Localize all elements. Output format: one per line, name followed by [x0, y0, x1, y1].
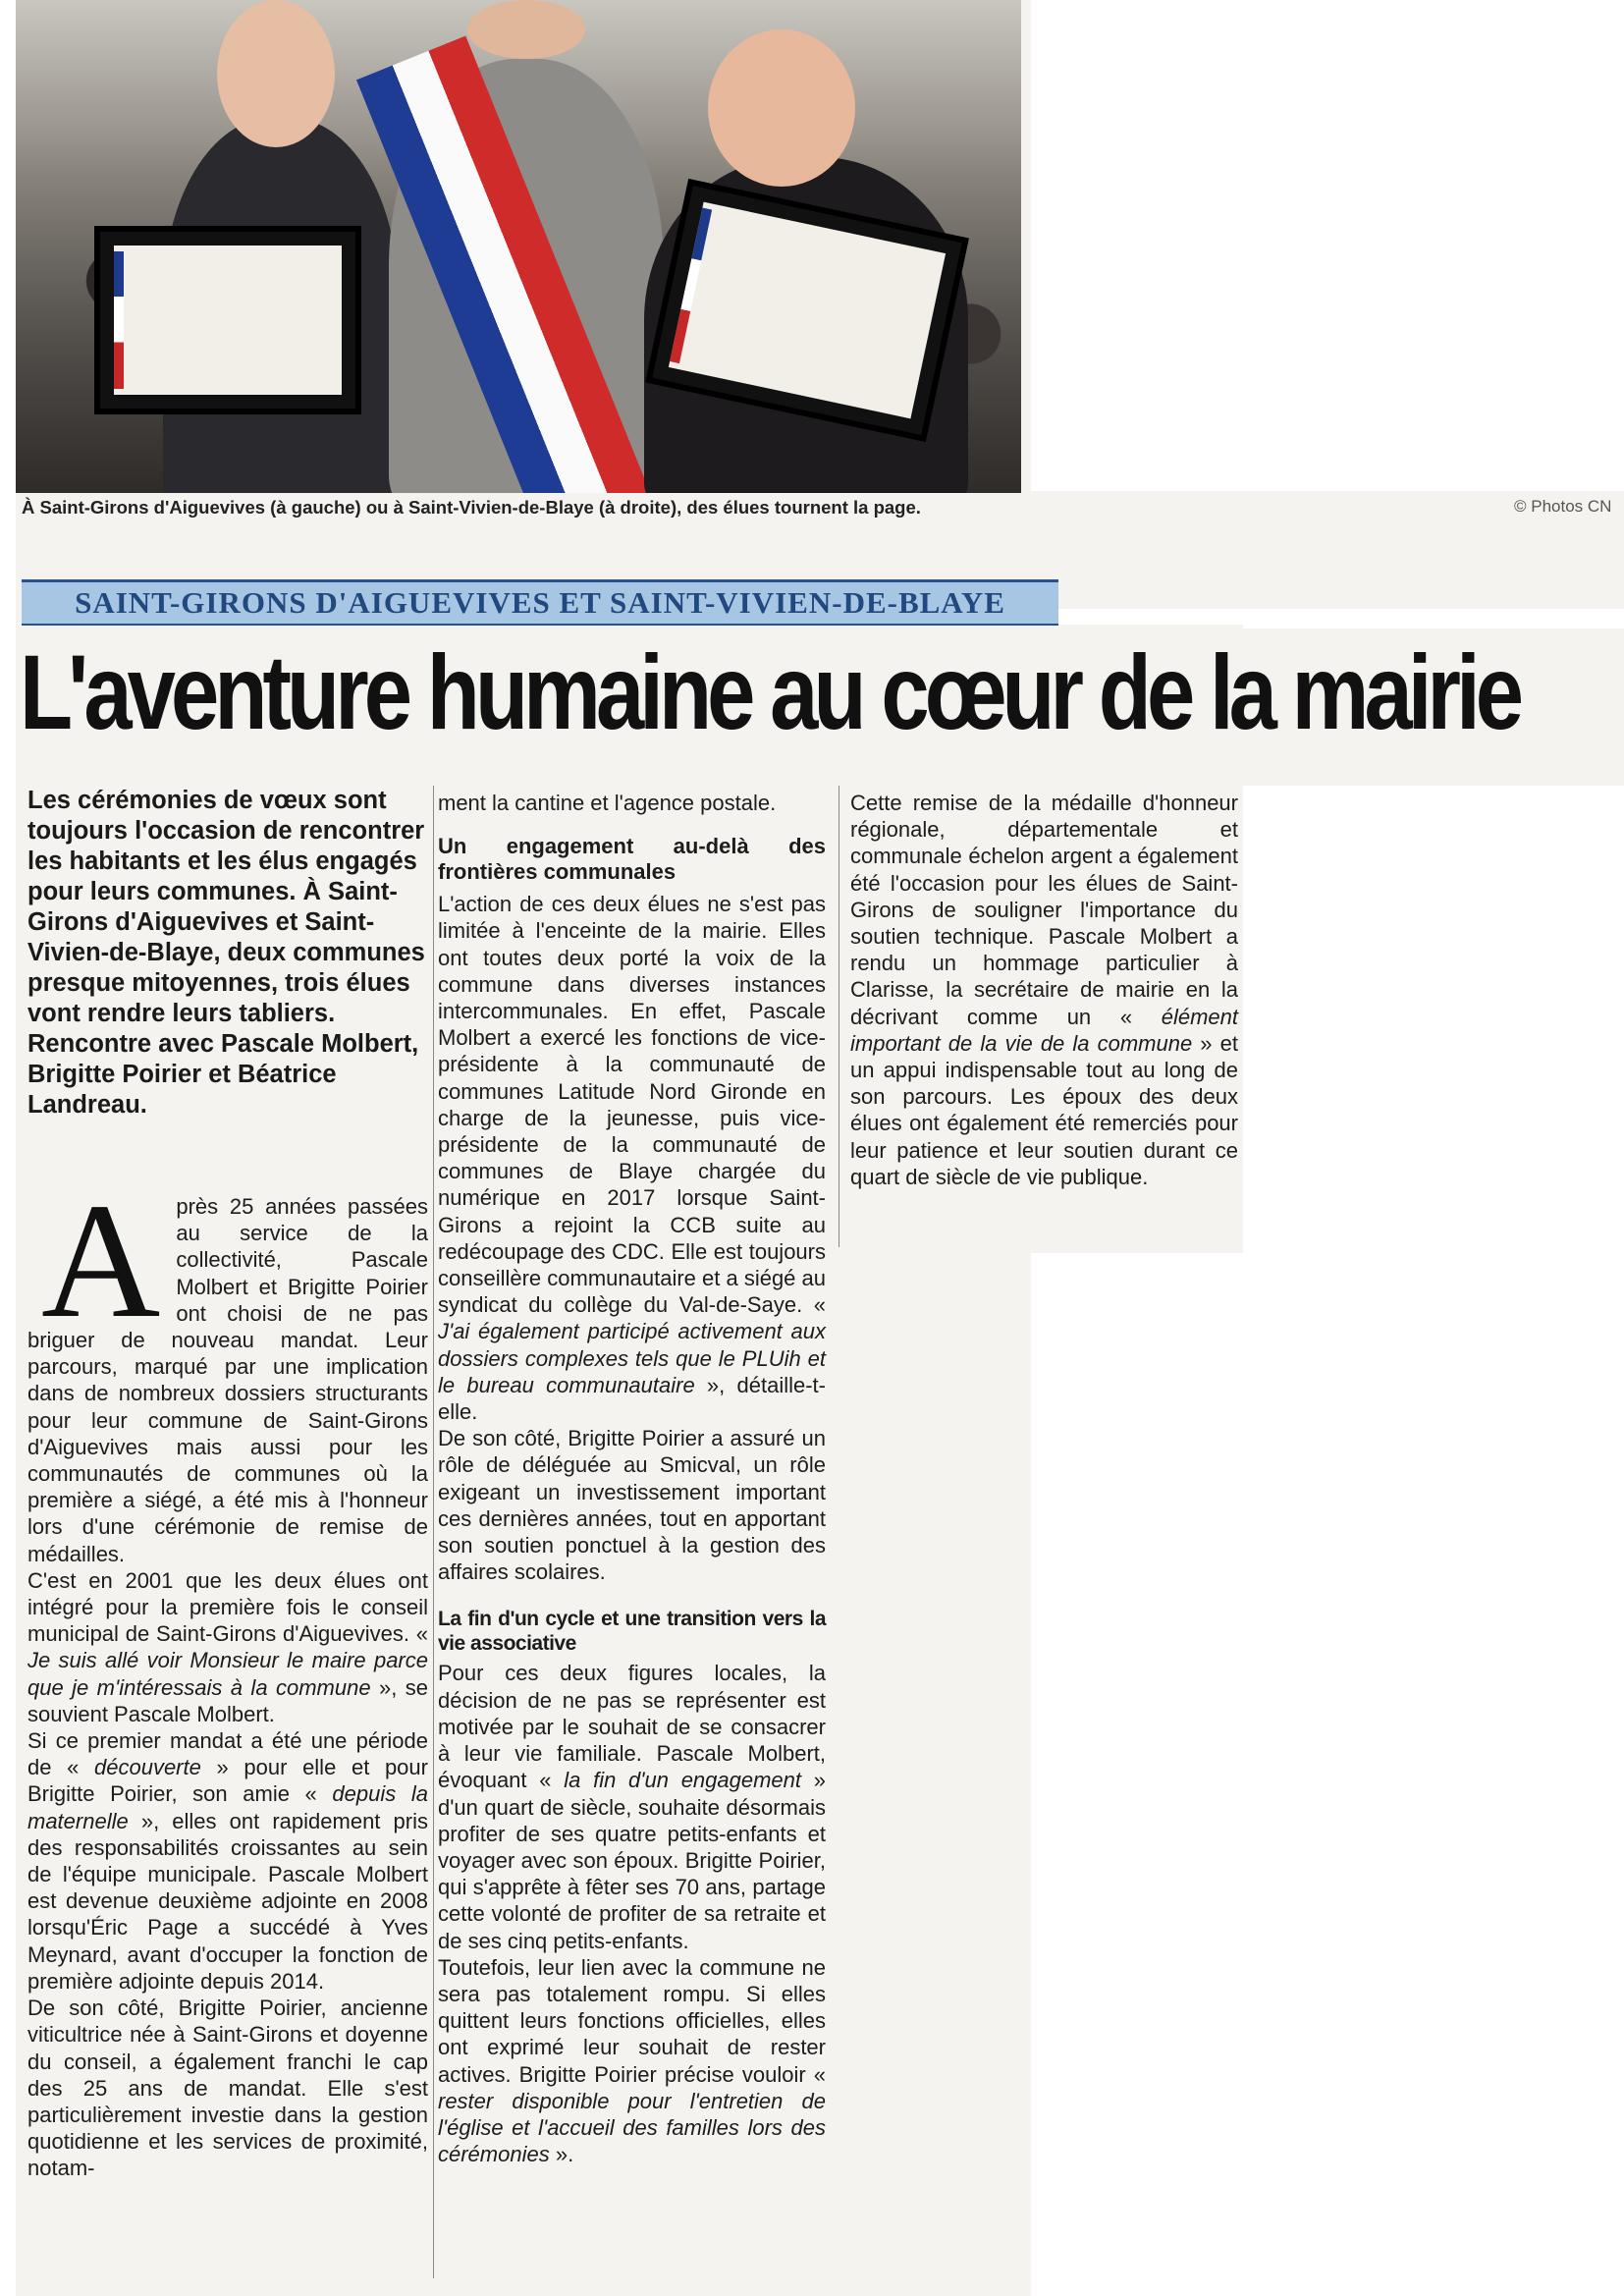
person-right-head: [708, 29, 855, 187]
subheading-2: La fin d'un cycle et une transition vers la vie associative: [438, 1608, 826, 1656]
drop-cap: A: [41, 1170, 161, 1352]
paragraph-8: Toutefois, leur lien avec la commune ne sera pas totalement rompu. Si elles quittent leurs fonctions officielles, elles ont exprimé leur souhait de rester actives. Brigitte Poirier précise vouloir « rester disponible pour l'entretien de l'église et l'accueil des familles lors des cérémonies ».: [438, 1954, 826, 2167]
paragraph-6: De son côté, Brigitte Poirier a assuré un rôle de déléguée au Smicval, un rôle exigeant un investissement important ces dernières années, tout en apportant son soutien ponctuel à la gestion des affaires scolaires.: [438, 1426, 826, 1585]
paragraph-2: C'est en 2001 que les deux élues ont intégré pour la première fois le conseil municipal de Saint-Girons d'Aiguevives. « Je suis allé voir Monsieur le maire parce que je m'intéressais à la commune », se souvient Pascale Molbert.: [27, 1567, 429, 1726]
paragraph-5: L'action de ces deux élues ne s'est pas limitée à l'enceinte de la mairie. Elles ont toutes deux porté la voix de la commune dans diverses instances intercommunales. En effet, Pascale Molbert a exercé les fonctions de vice-présidente à la communauté de communes Latitude Nord Gironde en charge de la jeunesse, puis vice-présidente de la communauté de communes de Blaye chargée du numérique en 2017 lorsque Saint-Girons a rejoint la CCB suite au redécoupage des CDC. Elle est toujours conseillère communautaire et a siégé au syndicat du collège du Val-de-Saye. « J'ai également participé activement aux dossiers complexes tels que le PLUih et le bureau communautaire », détaille-t-elle.: [438, 892, 827, 1425]
article-column-2: [438, 790, 826, 2167]
paragraph-continued: ment la cantine et l'agence postale.: [438, 791, 777, 815]
article-column-1: [27, 1170, 429, 2182]
subheading-1: Un engagement au-delà des frontières communales: [438, 834, 826, 885]
photo-credit: © Photos CN: [1514, 497, 1612, 516]
paragraph-3: Si ce premier mandat a été une période de « découverte » pour elle et pour Brigitte Poirier, son amie « depuis la maternelle », elles ont rapidement pris des responsabilités croissantes au sein de l'équipe municipale. Pascale Molbert est devenue deuxième adjointe en 2008 lorsqu'Éric Page a succédé à Yves Meynard, avant d'occuper la fonction de première adjointe depuis 2014.: [27, 1728, 428, 1994]
person-left-head: [217, 0, 335, 147]
column-rule-1: [433, 786, 434, 2278]
person-center-head: [467, 0, 585, 59]
article-lead: Les cérémonies de vœux sont toujours l'occasion de rencontrer les habitants et les élus engagés pour leurs communes. À Saint-Girons d'Aiguevives et Saint-Vivien-de-Blaye, deux communes presque mitoyennes, trois élues vont rendre leurs tabliers. Rencontre avec Pascale Molbert, Brigitte Poirier et Béatrice Landreau.: [27, 787, 425, 1119]
paragraph-9: Cette remise de la médaille d'honneur régionale, départementale et communale échelon argent a également été l'occasion pour les élues de Saint-Girons de souligner l'importance du soutien technique. Pascale Molbert a rendu un hommage particulier à Clarisse, la secrétaire de mairie en la décrivant comme un « élément important de la vie de la commune » et un appui indispensable tout au long de son parcours. Les époux des deux élues ont également été remerciés pour leur patience et leur soutien durant ce quart de siècle de vie publique.: [850, 791, 1238, 1189]
section-kicker: [22, 579, 1058, 626]
article-column-3: [850, 790, 1238, 1190]
photo-caption: À Saint-Girons d'Aiguevives (à gauche) ou à Saint-Vivien-de-Blaye (à droite), des élues tournent la page.: [22, 497, 921, 518]
paragraph-7: Pour ces deux figures locales, la décision de ne pas se représenter est motivée par le souhait de se consacrer à leur vie familiale. Pascale Molbert, évoquant « la fin d'un engagement » d'un quart de siècle, souhaite désormais profiter de ses quatre petits-enfants et voyager avec son époux. Brigitte Poirier, qui s'apprête à fêter ses 70 ans, partage cette volonté de profiter de sa retraite et de ses cinq petits-enfants.: [438, 1661, 826, 1953]
diploma-frame-left: [94, 226, 361, 414]
paragraph-1: Après 25 années passées au service de la collectivité, Pascale Molbert et Brigitte Poirier ont choisi de ne pas briguer de nouveau mandat. Leur parcours, marqué par une implication dans de nombreux dossiers structurants pour leur commune de Saint-Girons d'Aiguevives mais aussi pour les communautés de communes où la première a siégé, a été mis à l'honneur lors d'une cérémonie de remise de médailles.: [27, 1170, 428, 1566]
paragraph-4: De son côté, Brigitte Poirier, ancienne viticultrice née à Saint-Girons et doyenne du conseil, a également franchi le cap des 25 ans de mandat. Elle s'est particulièrement investie dans la gestion quotidienne et les services de proximité, notam-: [27, 1995, 428, 2181]
article-photo: [16, 0, 1021, 493]
article-headline: L'aventure humaine au cœur de la mairie: [20, 632, 1520, 751]
kicker-text: SAINT-GIRONS D'AIGUEVIVES ET SAINT-VIVIEN-DE-BLAYE: [75, 585, 1005, 620]
